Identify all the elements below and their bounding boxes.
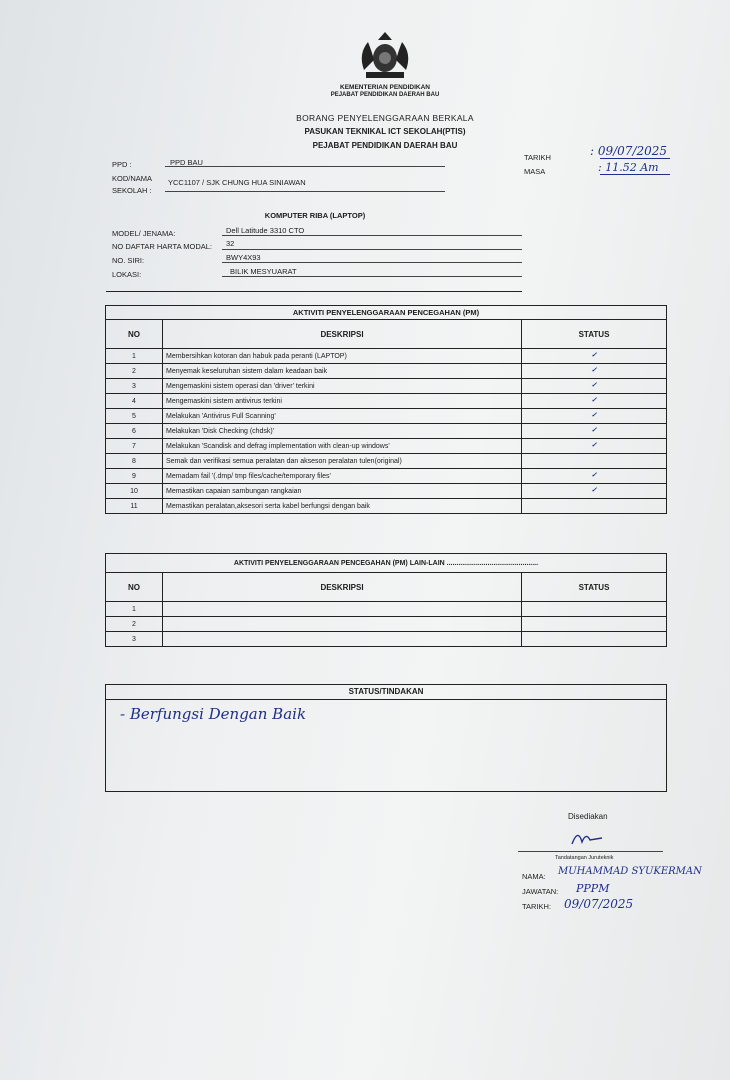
pm-cell-desc: Melakukan 'Disk Checking (chdsk)': [163, 424, 522, 439]
ministry-name: KEMENTERIAN PENDIDIKAN: [340, 84, 430, 91]
signature-mark: [568, 826, 618, 850]
pm-cell-desc: Melakukan 'Antivirus Full Scanning': [163, 409, 522, 424]
prepared-label: Disediakan: [568, 812, 608, 821]
lokasi-underline: [222, 276, 522, 277]
pm-cell-no: 8: [106, 454, 163, 469]
status-note: - Berfungsi Dengan Baik: [120, 705, 307, 723]
pm-other-row: [106, 602, 667, 617]
pm-cell-desc: Membersihkan kotoran dan habuk pada peranti (LAPTOP): [163, 349, 522, 364]
form-office: PEJABAT PENDIDIKAN DAERAH BAU: [312, 141, 458, 150]
pm-other-cell-status: [522, 632, 667, 647]
model-underline: [222, 235, 522, 236]
pm-other-cell-status: [522, 617, 667, 632]
pm-other-cell-no: 3: [106, 632, 163, 647]
pm-cell-desc: Memadam fail '(.dmp/ tmp files/cache/temporary files': [163, 469, 522, 484]
tarikh-sign-value: 09/07/2025: [564, 897, 634, 911]
pm-other-cell-no: 2: [106, 617, 163, 632]
pm-cell-status: ✓: [522, 484, 667, 499]
pm-other-col-no: NO: [106, 573, 163, 602]
harta-underline: [222, 249, 522, 250]
harta-label: NO DAFTAR HARTA MODAL:: [112, 242, 213, 251]
pm-cell-desc: Mengemaskini sistem antivirus terkini: [163, 394, 522, 409]
pm-cell-desc: Semak dan verifikasi semua peralatan dan akseson peralatan tulen(original): [163, 454, 522, 469]
pm-other-table: [105, 553, 667, 647]
pm-table-row: [106, 484, 667, 499]
siri-value: BWY4X93: [226, 253, 261, 262]
pm-cell-status: ✓: [522, 364, 667, 379]
lokasi-label: LOKASI:: [112, 270, 142, 279]
pm-other-col-desc: DESKRIPSI: [163, 573, 522, 602]
pm-table-row: [106, 394, 667, 409]
kod-value: YCC1107 / SJK CHUNG HUA SINIAWAN: [168, 178, 306, 187]
ppd-label: PPD :: [112, 160, 132, 169]
ppd-underline: [165, 166, 445, 167]
pm-table-row: [106, 424, 667, 439]
nama-value: MUHAMMAD SYUKERMAN: [558, 866, 702, 877]
pm-cell-status: [522, 454, 667, 469]
pm-cell-status: [522, 499, 667, 514]
pm-cell-desc: Memastikan peralatan,aksesori serta kabel berfungsi dengan baik: [163, 499, 522, 514]
tarikh-sign-label: TARIKH:: [522, 902, 552, 911]
pm-table: [105, 305, 667, 514]
nama-label: NAMA:: [522, 872, 546, 881]
tarikh-value: : 09/07/2025: [590, 144, 668, 158]
pm-cell-no: 5: [106, 409, 163, 424]
signature-line: [518, 851, 663, 852]
pm-cell-status: ✓: [522, 424, 667, 439]
pm-table-row: [106, 454, 667, 469]
pm-table-row: [106, 499, 667, 514]
status-box: [105, 684, 667, 792]
siri-underline: [222, 262, 522, 263]
pm-cell-no: 7: [106, 439, 163, 454]
pm-cell-status: ✓: [522, 394, 667, 409]
form-title: BORANG PENYELENGGARAAN BERKALA: [296, 113, 474, 123]
jawatan-value: PPPM: [576, 882, 610, 895]
pm-col-desc: DESKRIPSI: [163, 320, 522, 349]
tarikh-underline: [600, 158, 670, 159]
model-value: Dell Latitude 3310 CTO: [226, 226, 305, 235]
pm-table-row: [106, 349, 667, 364]
pm-cell-no: 1: [106, 349, 163, 364]
crest-logo: [352, 30, 418, 82]
siri-label: NO. SIRI:: [112, 256, 145, 265]
pm-other-cell-desc: [163, 602, 522, 617]
jawatan-label: JAWATAN:: [522, 887, 559, 896]
pm-cell-status: ✓: [522, 439, 667, 454]
model-label: MODEL/ JENAMA:: [112, 229, 176, 238]
signature-caption: Tandatangan Juruteknik: [555, 855, 614, 861]
status-box-title: STATUS/TINDAKAN: [106, 685, 666, 700]
kod-underline: [165, 191, 445, 192]
pm-table-row: [106, 409, 667, 424]
pm-col-status: STATUS: [522, 320, 667, 349]
office-name: PEJABAT PENDIDIKAN DAERAH BAU: [330, 92, 440, 98]
sekolah-label: SEKOLAH :: [112, 186, 152, 195]
pm-other-cell-desc: [163, 617, 522, 632]
pm-cell-no: 9: [106, 469, 163, 484]
pm-table-row: [106, 364, 667, 379]
section-divider: [106, 291, 522, 292]
pm-cell-desc: Melakukan 'Scandisk and defrag implementation with clean-up windows': [163, 439, 522, 454]
pm-other-cell-status: [522, 602, 667, 617]
masa-underline: [600, 174, 670, 175]
pm-col-no: NO: [106, 320, 163, 349]
pm-other-title: AKTIVITI PENYELENGGARAAN PENCEGAHAN (PM) LAIN-LAIN ...............................................: [106, 554, 667, 573]
harta-value: 32: [226, 239, 235, 248]
pm-cell-desc: Mengemaskini sistem operasi dan 'driver' terkini: [163, 379, 522, 394]
device-heading: KOMPUTER RIBA (LAPTOP): [264, 211, 366, 220]
kod-label: KOD/NAMA: [112, 174, 153, 183]
pm-cell-no: 11: [106, 499, 163, 514]
pm-cell-status: ✓: [522, 349, 667, 364]
pm-cell-no: 2: [106, 364, 163, 379]
pm-cell-status: ✓: [522, 469, 667, 484]
pm-table-row: [106, 439, 667, 454]
ppd-value: PPD BAU: [170, 158, 203, 167]
masa-value: : 11.52 Am: [598, 161, 659, 174]
pm-other-cell-no: 1: [106, 602, 163, 617]
pm-table-title: AKTIVITI PENYELENGGARAAN PENCEGAHAN (PM): [106, 306, 667, 320]
pm-other-row: [106, 632, 667, 647]
tarikh-label: TARIKH: [524, 153, 551, 162]
form-subtitle: PASUKAN TEKNIKAL ICT SEKOLAH(PTIS): [304, 127, 466, 136]
pm-cell-no: 10: [106, 484, 163, 499]
pm-cell-no: 3: [106, 379, 163, 394]
pm-other-row: [106, 617, 667, 632]
pm-cell-status: ✓: [522, 379, 667, 394]
pm-table-row: [106, 469, 667, 484]
masa-label: MASA: [524, 167, 546, 176]
pm-cell-no: 4: [106, 394, 163, 409]
pm-cell-status: ✓: [522, 409, 667, 424]
pm-other-cell-desc: [163, 632, 522, 647]
pm-table-row: [106, 379, 667, 394]
pm-other-col-status: STATUS: [522, 573, 667, 602]
lokasi-value: BILIK MESYUARAT: [230, 267, 297, 276]
pm-cell-no: 6: [106, 424, 163, 439]
pm-cell-desc: Menyemak keseluruhan sistem dalam keadaan baik: [163, 364, 522, 379]
pm-cell-desc: Memastikan capaian sambungan rangkaian: [163, 484, 522, 499]
